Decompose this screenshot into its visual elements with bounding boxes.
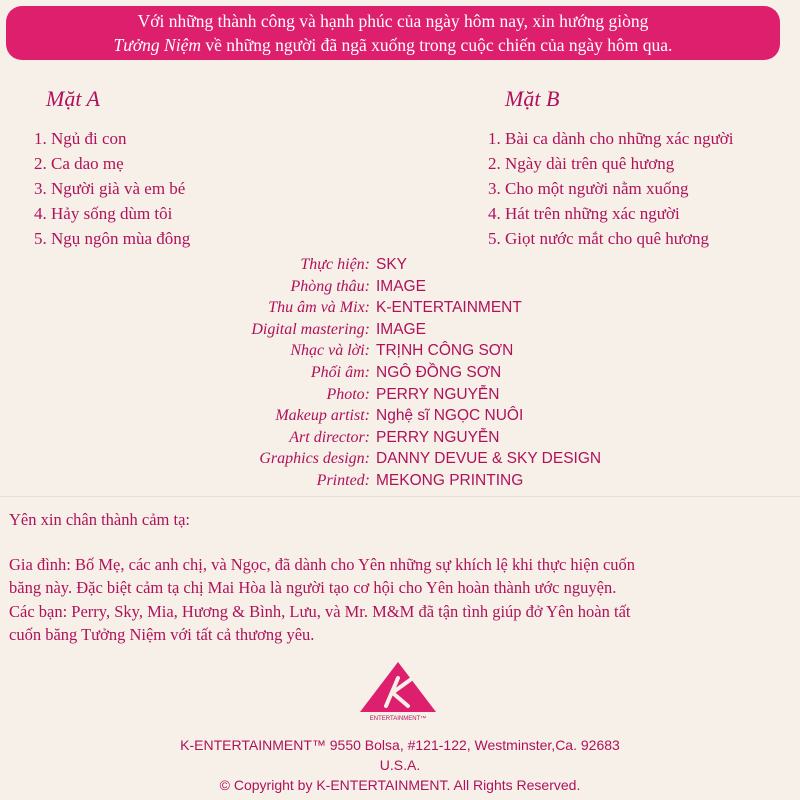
track-item: 1. Ngủ đi con [34,129,127,148]
track-item: 2. Ngày dài trên quê hương [488,154,675,173]
credit-value: PERRY NGUYỄN [376,385,500,403]
banner-line-2-rest: về những người đã ngã xuống trong cuộc chiến của ngày hôm qua. [200,35,673,55]
track-item: 2. Ca dao mẹ [34,154,124,173]
credit-value: DANNY DEVUE & SKY DESIGN [376,450,602,468]
thanks-friends-line-1: Các bạn: Perry, Sky, Mia, Hương & Bình, Lưu, và Mr. M&M đã tận tình giúp đở Yên hoàn tất [9,602,631,621]
footer-address: K-ENTERTAINMENT™ 9550 Bolsa, #121-122, Westminster,Ca. 92683 [180,737,620,753]
credit-value: IMAGE [376,320,426,338]
credit-label: Phòng thâu: [290,277,370,295]
track-item: 3. Cho một người nằm xuống [488,179,689,198]
thanks-friends-line-2: cuốn băng Tưởng Niệm với tất cả thương yêu. [9,625,315,644]
credit-row [0,254,800,276]
track-item: 5. Giọt nước mắt cho quê hương [488,229,710,248]
track-item: 1. Bài ca dành cho những xác người [488,129,734,148]
credit-row [0,362,800,384]
track-item: 3. Người già và em bé [34,179,186,198]
credit-value: SKY [376,256,408,273]
side-b-tracklist [488,126,734,251]
track-item: 4. Hảy sống dùm tôi [34,204,173,223]
track-item: 4. Hát trên những xác người [488,204,680,223]
album-title-inline: Tưởng Niệm [113,35,201,55]
credit-label: Graphics design: [259,450,370,468]
credits-list [0,254,800,492]
footer-copyright: © Copyright by K-ENTERTAINMENT. All Rights Reserved. [219,777,581,793]
k-entertainment-logo [356,660,440,722]
credit-label: Makeup artist: [275,407,370,425]
credit-row [0,427,800,449]
header-banner [6,6,780,60]
credit-label: Printed: [316,471,370,489]
credit-value: MEKONG PRINTING [376,471,524,489]
credit-label: Photo: [326,385,370,403]
side-a-tracklist [34,126,190,251]
credit-value: PERRY NGUYỄN [376,428,500,446]
credit-row [0,276,800,298]
credit-row [0,340,800,362]
banner-line-1: Với những thành công và hạnh phúc của ngày hôm nay, xin hướng giòng [137,11,649,31]
credit-label: Art director: [289,428,370,446]
footer-country: U.S.A. [379,757,421,773]
credit-value: K-ENTERTAINMENT [376,299,522,317]
credit-value: TRỊNH CÔNG SƠN [376,342,514,360]
thanks-family [9,553,779,599]
credit-row [0,448,800,470]
credit-label: Phối âm: [310,363,370,381]
side-a-title: Mặt A [46,86,100,111]
track-item: 5. Ngụ ngôn mùa đông [34,229,191,248]
credit-row [0,384,800,406]
banner-line-2 [6,33,780,57]
credit-value: NGÔ ĐỒNG SƠN [376,363,502,381]
thanks-family-line-2: băng này. Đặc biệt cảm tạ chị Mai Hòa là người tạo cơ hội cho Yên hoàn thành ước nguyện. [9,578,617,597]
credit-row [0,405,800,427]
thanks-friends [9,600,779,646]
thanks-family-line-1: Gia đình: Bố Mẹ, các anh chị, và Ngọc, đã dành cho Yên những sự khích lệ khi thực hiện cuốn [9,555,636,574]
credit-label: Thu âm và Mix: [268,299,370,317]
side-b-title: Mặt B [505,86,560,111]
credit-label: Thực hiện: [300,256,370,273]
credit-row [0,297,800,319]
credit-label: Nhạc và lời: [290,342,370,360]
credit-label: Digital mastering: [251,320,370,338]
credit-row [0,470,800,492]
credit-value: IMAGE [376,277,426,295]
thanks-heading: Yên xin chân thành cảm tạ: [9,510,190,529]
credit-value: Nghệ sĩ NGỌC NUÔI [376,407,524,425]
fold-line [0,496,800,497]
logo-wordmark: ENTERTAINMENT™ [369,716,427,722]
credit-row [0,319,800,341]
